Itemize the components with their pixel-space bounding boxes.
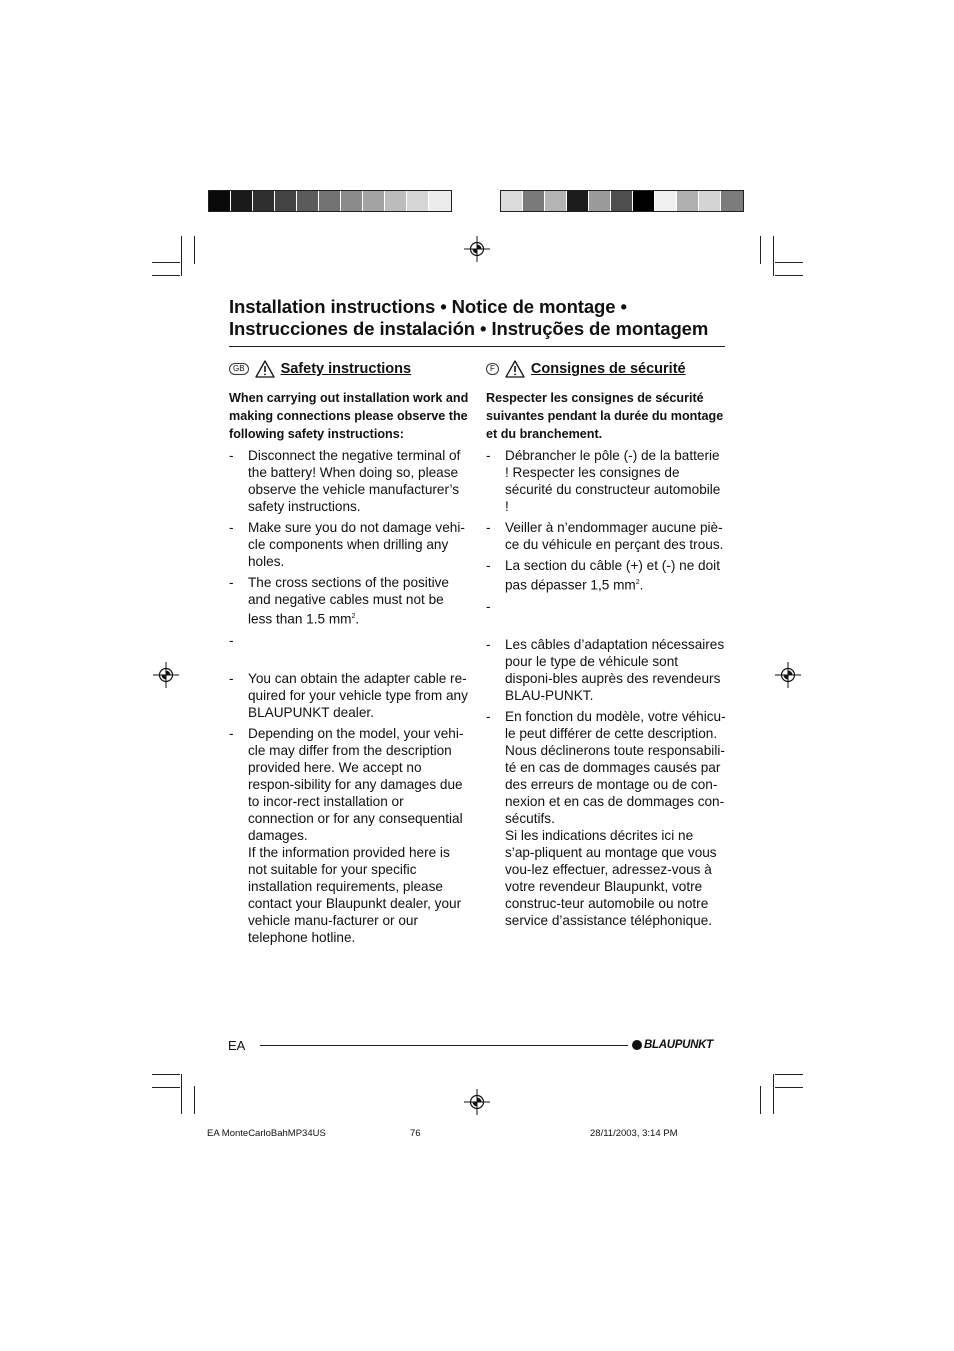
color-swatch	[341, 191, 363, 211]
color-swatch	[253, 191, 275, 211]
color-swatch	[677, 191, 699, 211]
gb-column	[229, 389, 469, 950]
list-item: - Make sure you do not damage vehi-cle components when drilling any holes.	[229, 520, 465, 569]
list-item-empty	[486, 598, 726, 632]
list-item: - La section du câble (+) et (-) ne doit pas dépasser 1,5 $mm^2$.	[486, 558, 720, 593]
crop-mark	[773, 1074, 774, 1114]
list-item: - Les câbles d’adaptation nécessaires pour le type de véhicule sont disponi-bles auprès des revendeurs BLAU-PUNKT.	[486, 636, 725, 703]
color-swatch	[545, 191, 567, 211]
crop-mark	[773, 236, 774, 276]
color-swatch	[655, 191, 677, 211]
bullet-dash: -	[486, 708, 491, 724]
color-swatch	[567, 191, 589, 211]
crop-mark	[775, 1074, 803, 1075]
list-item: - Disconnect the negative terminal of the battery! When doing so, please observe the vehicle manufacturer’s safety instructions.	[229, 448, 461, 514]
registration-mark-icon	[464, 236, 490, 262]
list-item: - Depending on the model, your vehi-cle may differ from the description provided here. We accept no respon-sibility for any damages due to incor-rect installation or connection or for any consequential damages. If the information provided here is not suitable for your specific installation requirements, please contact your Blaupunkt dealer, your vehicle manu-facturer or our telephone hotline.	[229, 725, 464, 945]
crop-mark	[760, 236, 761, 264]
color-swatch	[699, 191, 721, 211]
crop-mark	[194, 1086, 195, 1114]
list-item: - Veiller à n’endommager aucune piè-ce du véhicule en perçant des trous.	[486, 520, 724, 552]
color-swatch	[385, 191, 407, 211]
gb-section-heading	[229, 359, 411, 379]
crop-mark	[194, 236, 195, 264]
list-item-empty	[229, 632, 469, 666]
page-title-line: Installation instructions • Notice de montage •	[229, 296, 627, 317]
instruction-list	[486, 447, 726, 929]
color-swatch	[523, 191, 545, 211]
instruction-list	[229, 447, 469, 946]
warning-triangle-icon	[505, 360, 525, 378]
bullet-dash: -	[229, 632, 234, 648]
page-title-line: Instrucciones de instalación • Instruções de montagem	[229, 318, 709, 339]
bullet-dash: -	[486, 636, 491, 652]
color-bar-left	[208, 190, 452, 212]
list-item: - The cross sections of the positive and negative cables must not be less than 1.5 $mm^2$.	[229, 575, 449, 627]
color-swatch	[429, 191, 451, 211]
list-item: - En fonction du modèle, votre véhicu-le peut différer de cette description. Nous déclinerons toute responsabili-té en cas de dommages causés par des erreurs de montage ou de con-nexion et en cas de dommages con-sécutifs. Si les indications décrites ici ne s’ap-pliquent au montage que vous vou-lez effectuer, adressez-vous à votre revendeur Blaupunkt, votre construc-teur automobile ou notre service d’assistance téléphonique.	[486, 708, 726, 928]
bullet-dash: -	[229, 725, 234, 741]
bullet-dash: -	[229, 575, 234, 590]
color-swatch	[363, 191, 385, 211]
bullet-dash: -	[486, 558, 491, 573]
bullet-dash: -	[229, 670, 234, 686]
page-title	[229, 296, 708, 340]
intro-text: Respecter les consignes de sécurité suivantes pendant la durée du montage et du branchement.	[486, 391, 724, 441]
blaupunkt-logo	[632, 1039, 713, 1051]
bullet-dash: -	[486, 520, 491, 535]
footer-code: EA	[228, 1038, 246, 1053]
language-badge-gb: GB	[229, 363, 249, 375]
color-swatch	[407, 191, 429, 211]
color-swatch	[209, 191, 231, 211]
language-badge-f: F	[486, 363, 499, 375]
slug-page: 76	[410, 1128, 421, 1139]
crop-mark	[775, 262, 803, 263]
color-bar-right	[500, 190, 744, 212]
crop-mark	[152, 262, 180, 263]
warning-triangle-icon	[255, 360, 275, 378]
intro-text: When carrying out installation work and making connections please observe the following safety instructions:	[229, 391, 469, 441]
logo-text: BLAUPUNKT	[644, 1039, 713, 1051]
list-item: - Débrancher le pôle (-) de la batterie ! Respecter les consignes de sécurité du constructeur automobile !	[486, 448, 721, 514]
crop-mark	[760, 1086, 761, 1114]
title-divider	[229, 346, 725, 347]
color-swatch	[297, 191, 319, 211]
color-swatch	[231, 191, 253, 211]
logo-dot-icon	[632, 1040, 642, 1050]
registration-mark-icon	[775, 662, 801, 688]
section-title: Consignes de sécurité	[530, 361, 686, 377]
fr-section-heading	[486, 359, 686, 379]
color-swatch	[501, 191, 523, 211]
crop-mark	[181, 236, 182, 276]
list-item: - You can obtain the adapter cable re-quired for your vehicle type from any BLAUPUNKT dealer.	[229, 670, 468, 720]
crop-mark	[152, 275, 180, 276]
crop-mark	[775, 1087, 803, 1088]
bullet-dash: -	[486, 598, 491, 614]
color-swatch	[275, 191, 297, 211]
registration-mark-icon	[153, 662, 179, 688]
slug-date: 28/11/2003, 3:14 PM	[590, 1128, 678, 1139]
color-swatch	[721, 191, 743, 211]
bullet-dash: -	[229, 448, 234, 463]
bullet-dash: -	[229, 520, 234, 535]
crop-mark	[152, 1074, 180, 1075]
crop-mark	[152, 1087, 180, 1088]
color-swatch	[611, 191, 633, 211]
color-swatch	[589, 191, 611, 211]
color-swatch	[319, 191, 341, 211]
color-swatch	[633, 191, 655, 211]
crop-mark	[775, 275, 803, 276]
footer-divider	[260, 1045, 628, 1046]
crop-mark	[181, 1074, 182, 1114]
registration-mark-icon	[464, 1089, 490, 1115]
bullet-dash: -	[486, 448, 491, 463]
fr-column	[486, 389, 726, 933]
slug-file: EA MonteCarloBahMP34US	[207, 1128, 326, 1139]
section-title: Safety instructions	[280, 361, 412, 377]
